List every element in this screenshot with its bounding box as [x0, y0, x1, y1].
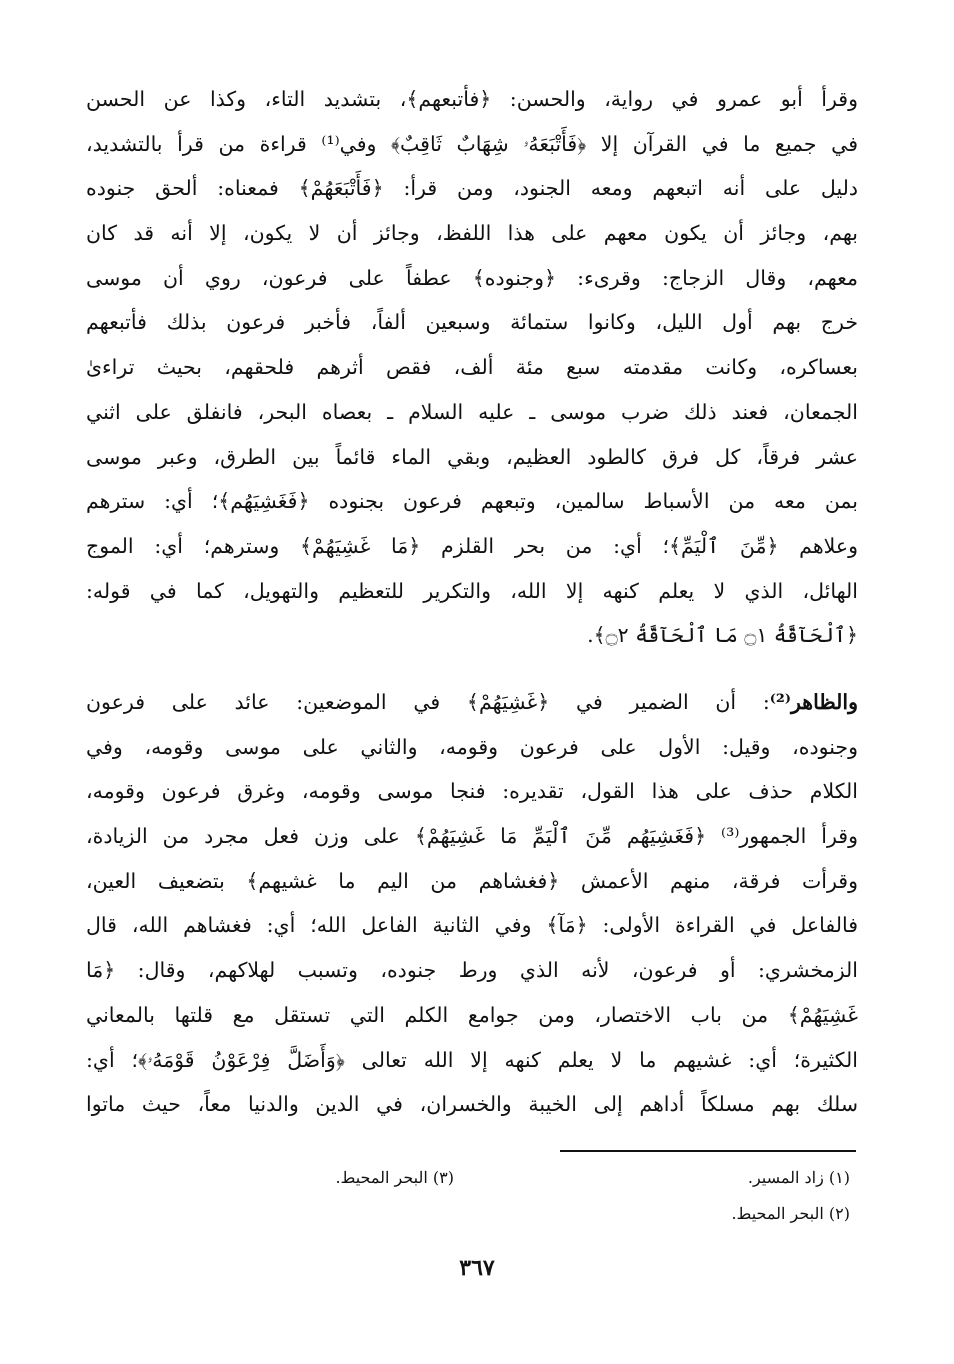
text-line: وعلاهم ﴿مِّنَ ٱلْيَمِّ﴾؛ أي: من بحر القلزم ﴿مَا غَشِيَهُمْ﴾ وسترهم؛ أي: الموج: [86, 533, 858, 558]
text-line: دليل على أنه اتبعهم ومعه الجنود، ومن قرأ: ﴿فَأَتْبَعَهُمْ﴾ فمعناه: ألحق جنوده: [86, 176, 858, 201]
text-line-rest: : أن الضمير في ﴿غَشِيَهُمْ﴾ في الموضعين: عائد على فرعون: [86, 690, 770, 714]
footnote-3: (٣) البحر المحيط.: [335, 1168, 454, 1187]
text-line: فالفاعل في القراءة الأولى: ﴿مَآ﴾ وفي الثانية الفاعل الله؛ أي: فغشاهم الله، قال: [86, 913, 858, 938]
text-line: الكلام حذف على هذا القول، تقديره: فنجا موسى وقومه، وغرق فرعون وقومه،: [86, 779, 858, 804]
text-line: بمن معه من الأسباط سالمين، وتبعهم فرعون بجنوده ﴿فَغَشِيَهُم﴾؛ أي: سترهم: [86, 489, 858, 514]
footnote-2: (٢) البحر المحيط.: [731, 1204, 850, 1223]
text-line: سلك بهم مسلكاً أداهم إلى الخيبة والخسران، في الدين والدنيا معاً، حيث ماتوا: [86, 1092, 858, 1117]
text-line: الكثيرة؛ أي: غشيهم ما لا يعلم كنهه إلا الله تعالى ﴿وَأَضَلَّ فِرْعَوْنُ قَوْمَهُۥ﴾؛ أي:: [86, 1047, 858, 1072]
text-line: وجنوده، وقيل: الأول على فرعون وقومه، والثاني على موسى وقومه، وفي: [86, 734, 858, 759]
paragraph-lead: والظاهر⁽²⁾: [769, 690, 858, 714]
text-line: [86, 680, 858, 725]
text-line: وقرأ الجمهور⁽³⁾ ﴿فَغَشِيَهُم مِّنَ ٱلْيَمِّ مَا غَشِيَهُمْ﴾ على وزن فعل مجرد من الزيادة،: [86, 824, 858, 849]
text-line: بهم، وجائز أن يكون معهم على هذا اللفظ، وجائز أن لا يكون، إلا أنه قد كان: [86, 221, 858, 246]
text-line: عشر فرقاً، كل فرق كالطود العظيم، وبقي الماء قائماً بين الطرق، وعبر موسى: [86, 444, 858, 469]
text-line: وقرأ أبو عمرو في رواية، والحسن: ﴿فأتبعهم﴾، بتشديد التاء، وكذا عن الحسن: [86, 87, 858, 111]
text-line: معهم، وقال الزجاج: وقرىء: ﴿وجنوده﴾ عطفاً على فرعون، روي أن موسى: [86, 265, 858, 290]
text-line: الهائل، الذي لا يعلم كنهه إلا الله، والتكرير للتعظيم والتهويل، كما في قوله:: [86, 578, 858, 603]
page-number: ٣٦٧: [459, 1255, 495, 1281]
text-line: بعساكره، وكانت مقدمته سبع مئة ألف، فقص أثرهم فلحقهم، بحيث تراءىٰ: [86, 355, 858, 380]
text-line: في جميع ما في القرآن إلا ﴿فَأَتْبَعَهُۥ شِهَابٌ ثَاقِبٌ﴾ وفي⁽¹⁾ قراءة من قرأ بالتشديد،: [86, 131, 858, 156]
text-line: ﴿ٱلْحَآقَّةُ ۝١ مَا ٱلْحَآقَّةُ ۝٢﴾.: [587, 623, 858, 648]
paragraph-2: [86, 680, 858, 1127]
paragraph-1: [86, 77, 858, 658]
text-line: خرج بهم أول الليل، وكانوا ستمائة وسبعين ألفاً، فأخبر فرعون بذلك فأتبعهم: [86, 310, 858, 335]
footnote-1: (١) زاد المسير.: [747, 1168, 850, 1187]
text-line: الجمعان، فعند ذلك ضرب موسى ـ عليه السلام ـ بعصاه البحر، فانفلق على اثني: [86, 399, 858, 424]
footnote-divider: [560, 1150, 856, 1152]
text-line: الزمخشري: أو فرعون، لأنه الذي ورط جنوده، وتسبب لهلاكهم، وقال: ﴿مَا: [86, 958, 858, 983]
text-line: وقرأت فرقة، منهم الأعمش ﴿فغشاهم من اليم ما غشيهم﴾ بتضعيف العين،: [86, 868, 858, 893]
text-line: غَشِيَهُمْ﴾ من باب الاختصار، ومن جوامع الكلم التي تستقل مع قلتها بالمعاني: [86, 1002, 858, 1027]
